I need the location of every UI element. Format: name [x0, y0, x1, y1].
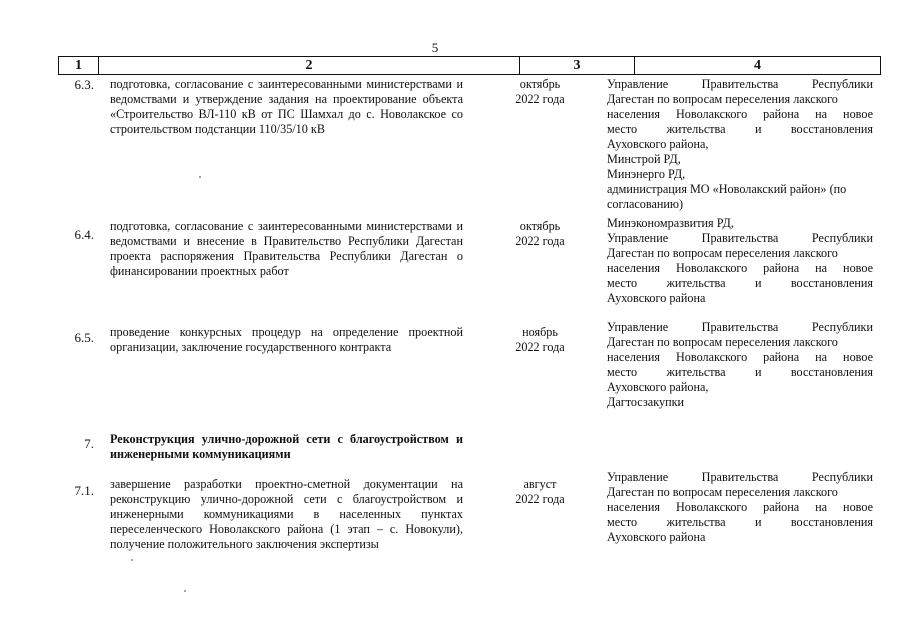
responsible-line: Минэкономразвития РД,	[607, 216, 734, 230]
item-description: подготовка, согласование с заинтересованными министерствами и ведомствами и внесение в Правительство Республики Дагестан проекта распоряжения Правительства Республики Дагестан о финансировании проектных работ	[110, 219, 463, 278]
scan-speck	[131, 559, 133, 561]
item-description: завершение разработки проектно-сметной документации на реконструкцию улично-дорожной сети с благоустройством и инженерными коммуникациями в населенных пунктах переселенческого Новолакского района (1 этап – с. Новокули), получение положительного заключения экспертизы	[110, 477, 463, 551]
responsible-line: Ауховского района,	[607, 137, 709, 151]
item-deadline	[490, 325, 590, 355]
item-responsible	[607, 470, 873, 545]
responsible-line: Дагтосзакупки	[607, 395, 685, 409]
header-col-3: 3	[520, 57, 635, 75]
responsible-line: Дагестан по вопросам переселения лакского	[607, 335, 838, 349]
deadline-month: август	[523, 477, 557, 491]
page-number: 5	[431, 40, 439, 55]
responsible-line: Дагестан по вопросам переселения лакского	[607, 246, 838, 260]
item-responsible	[607, 77, 873, 212]
header-col-4: 4	[635, 57, 881, 75]
table-header	[58, 56, 881, 75]
header-col-2: 2	[99, 57, 520, 75]
responsible-line: населения Новолакского района на новое	[607, 107, 873, 121]
responsible-line: место жительства и восстановления	[607, 515, 873, 529]
item-number: 7.1.	[74, 483, 94, 498]
deadline-year: 2022 года	[515, 92, 565, 106]
responsible-line: Ауховского района	[607, 530, 706, 544]
section-title: Реконструкция улично-дорожной сети с благоустройством и инженерными коммуникациями	[110, 432, 463, 461]
responsible-line: Ауховского района	[607, 291, 706, 305]
responsible-line: Минэнерго РД,	[607, 167, 686, 181]
deadline-year: 2022 года	[515, 340, 565, 354]
responsible-line: место жительства и восстановления	[607, 122, 873, 136]
responsible-line: населения Новолакского района на новое	[607, 350, 873, 364]
item-deadline	[490, 219, 590, 249]
item-number: 6.4.	[74, 227, 94, 242]
item-number: 6.5.	[74, 330, 94, 345]
responsible-line: Управление Правительства Республики	[607, 231, 873, 245]
item-description: проведение конкурсных процедур на определение проектной организации, заключение государственного контракта	[110, 325, 463, 354]
responsible-line: населения Новолакского района на новое	[607, 261, 873, 275]
item-responsible	[607, 320, 873, 410]
scan-speck	[184, 590, 186, 592]
responsible-line: Управление Правительства Республики	[607, 470, 873, 484]
deadline-month: октябрь	[519, 219, 561, 233]
header-col-1: 1	[59, 57, 99, 75]
item-number: 6.3.	[74, 77, 94, 92]
item-deadline	[490, 77, 590, 107]
responsible-line: Ауховского района,	[607, 380, 709, 394]
deadline-year: 2022 года	[515, 234, 565, 248]
responsible-line: администрация МО «Новолакский район» (по	[607, 182, 847, 196]
responsible-line: место жительства и восстановления	[607, 365, 873, 379]
responsible-line: населения Новолакского района на новое	[607, 500, 873, 514]
responsible-line: согласованию)	[607, 197, 684, 211]
item-deadline	[490, 477, 590, 507]
responsible-line: Дагестан по вопросам переселения лакского	[607, 92, 838, 106]
responsible-line: Дагестан по вопросам переселения лакского	[607, 485, 838, 499]
deadline-month: ноябрь	[522, 325, 558, 339]
scan-speck	[199, 176, 201, 178]
item-number: 7.	[84, 436, 94, 451]
deadline-year: 2022 года	[515, 492, 565, 506]
responsible-line: место жительства и восстановления	[607, 276, 873, 290]
responsible-line: Минстрой РД,	[607, 152, 681, 166]
item-responsible	[607, 216, 873, 306]
deadline-month: октябрь	[519, 77, 561, 91]
responsible-line: Управление Правительства Республики	[607, 320, 873, 334]
item-description: подготовка, согласование с заинтересованными министерствами и ведомствами и утверждение задания на проектирование объекта «Строительство ВЛ-110 кВ от ПС Шамхал до с. Новолакское со строительством подстанции 110/35/10 кВ	[110, 77, 463, 136]
responsible-line: Управление Правительства Республики	[607, 77, 873, 91]
